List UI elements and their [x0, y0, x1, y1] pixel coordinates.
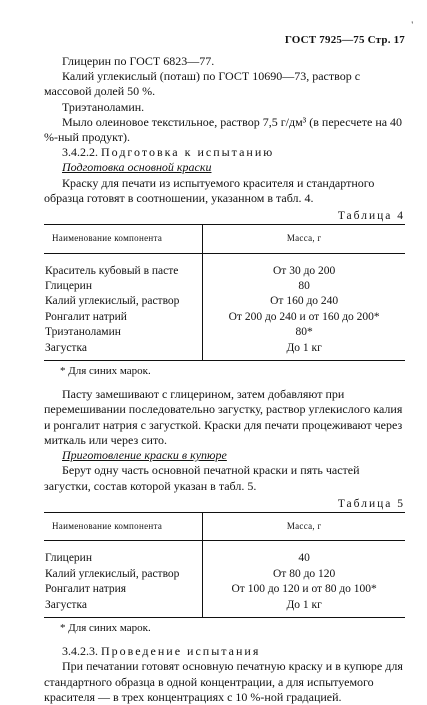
paragraph: Мыло олеиновое текстильное, раствор 7,5 г/дм³ (в пересчете на 40 %-ный продукт).: [44, 114, 403, 145]
table-footnote: * Для синих марок.: [60, 621, 151, 634]
paragraph: Берут одну часть основной печатной краски и пять частей загустки, состав которой указан в табл. 5.: [44, 463, 360, 493]
section-heading: [44, 644, 405, 659]
component-cell: Триэтаноламин: [44, 325, 203, 340]
paragraph: Калий углекислый (поташ) по ГОСТ 10690—73, раствор с массовой долей 50 %.: [44, 69, 361, 99]
component-cell: Краситель кубовый в пасте: [44, 253, 203, 279]
table-row: [44, 582, 405, 597]
subsection-title: Приготовление краски в купюре: [62, 448, 227, 463]
component-cell: Калий углекислый, раствор: [44, 567, 203, 582]
component-cell: Загустка: [44, 341, 203, 361]
mass-cell: От 100 до 120 и от 80 до 100*: [231, 583, 377, 596]
section-number: 3.4.2.3.: [62, 644, 98, 659]
mass-cell: От 30 до 200: [273, 264, 336, 277]
table-4: [44, 224, 405, 361]
page-corner-mark: ': [411, 20, 413, 30]
section-heading: [44, 145, 405, 160]
table-row: [44, 567, 405, 582]
page-header: ГОСТ 7925—75 Стр. 17: [284, 34, 405, 46]
table-5: [44, 512, 405, 618]
mass-cell: До 1 кг: [203, 598, 405, 618]
component-cell: Ронгалит натрия: [44, 582, 203, 597]
table-footnote: * Для синих марок.: [60, 365, 151, 378]
mass-cell: 40: [298, 552, 310, 565]
paragraph: Глицерин по ГОСТ 6823—77.: [62, 54, 215, 68]
component-cell: Ронгалит натрий: [44, 310, 203, 325]
component-cell: Калий углекислый, раствор: [44, 294, 203, 309]
mass-cell: От 160 до 240: [270, 295, 339, 308]
component-cell: Глицерин: [44, 541, 203, 567]
column-header: Наименование компонента: [44, 225, 203, 253]
section-title: Проведение испытания: [101, 644, 261, 659]
mass-cell: До 1 кг: [203, 341, 405, 361]
mass-cell: От 80 до 120: [273, 567, 336, 580]
table-row: [44, 294, 405, 309]
document-body: [44, 54, 405, 705]
table-caption: Таблица 4: [337, 210, 405, 223]
column-header: Масса, г: [203, 512, 405, 540]
mass-cell: 80*: [295, 326, 313, 339]
component-cell: Загустка: [44, 598, 203, 618]
column-header: Наименование компонента: [44, 512, 203, 540]
section-number: 3.4.2.2.: [62, 145, 98, 160]
mass-cell: От 200 до 240 и от 160 до 200*: [228, 310, 380, 323]
component-cell: Глицерин: [44, 279, 203, 294]
table-row: [44, 279, 405, 294]
table-row: [44, 541, 405, 567]
table-caption: Таблица 5: [337, 497, 405, 510]
paragraph: При печатании готовят основную печатную краску и в купюре для стандартного образца в одной концентрации, а для испытуемого красителя — в трех концентрациях с 10 %-ной градацией.: [44, 659, 403, 704]
mass-cell: 80: [298, 280, 310, 293]
table-row: [44, 325, 405, 340]
table-row: [44, 310, 405, 325]
paragraph: Триэтаноламин.: [62, 99, 145, 114]
table-row: [44, 598, 405, 618]
table-row: [44, 253, 405, 279]
section-title: Подготовка к испытанию: [101, 145, 275, 160]
column-header: Масса, г: [203, 225, 405, 253]
paragraph: Пасту замешивают с глицерином, затем добавляют при перемешивании последовательно загустку, раствор углекислого калия и ронгалит натрия с загусткой. Краски для печати процеживают через миткаль или через сито.: [44, 387, 403, 447]
table-row: [44, 341, 405, 361]
subsection-title: Подготовка основной краски: [62, 160, 212, 175]
paragraph: Краску для печати из испытуемого красителя и стандартного образца готовят в соотношении, указанном в табл. 4.: [44, 175, 375, 205]
